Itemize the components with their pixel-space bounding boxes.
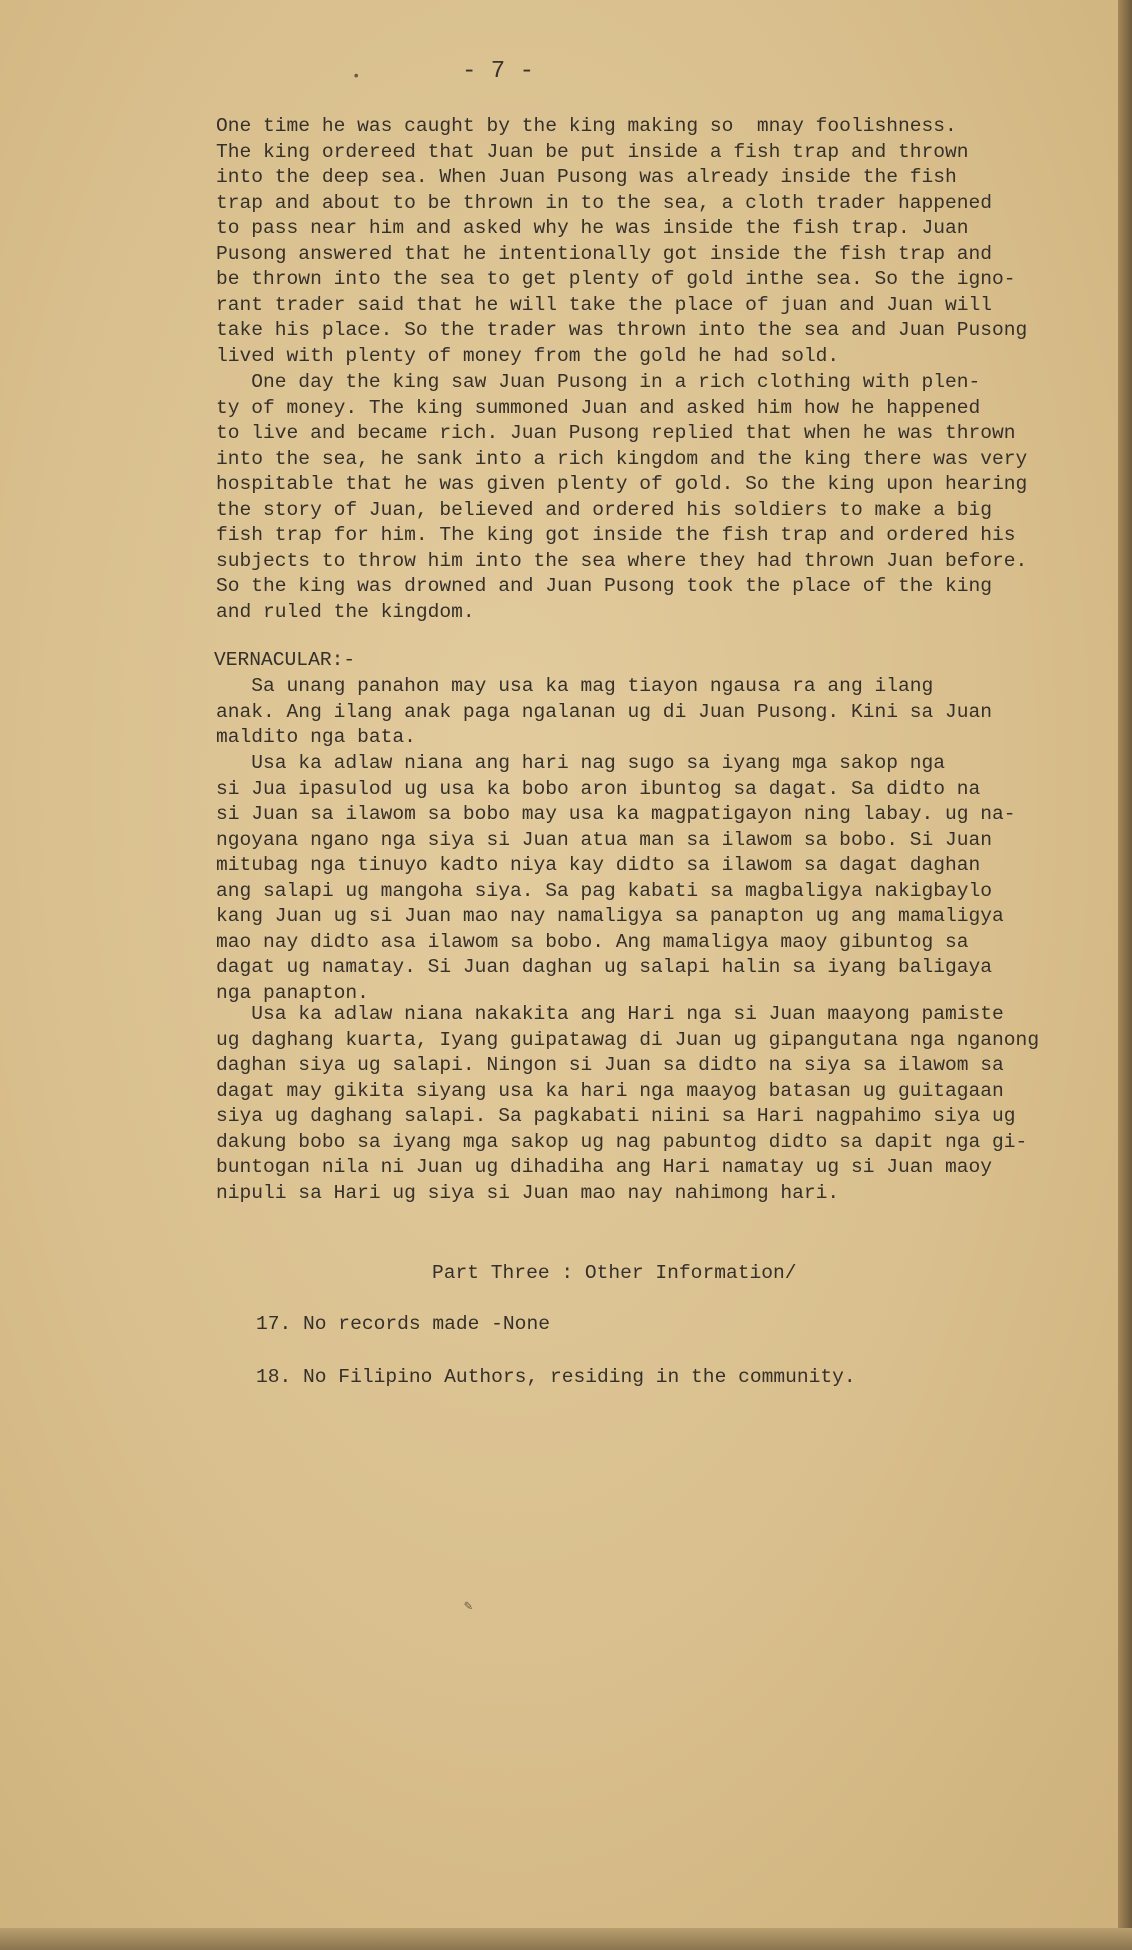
page-number: - 7 - (462, 58, 535, 85)
text-line: si Jua ipasulod ug usa ka bobo aron ibuntog sa dagat. Sa didto na (216, 777, 981, 800)
text-line: dagat ug namatay. Si Juan daghan ug salapi halin sa iyang baligaya (216, 956, 993, 978)
text-line: subjects to throw him into the sea where they had thrown Juan before. (216, 549, 1028, 572)
text-line: and ruled the kingdom. (216, 600, 475, 623)
text-line: ty of money. The king summoned Juan and asked him how he happened (216, 396, 981, 419)
text-line: Sa unang panahon may usa ka mag tiayon ngausa ra ang ilang (216, 675, 934, 697)
text-line: dakung bobo sa iyang mga sakop ug nag pabuntog didto sa dapit nga gi- (216, 1130, 1028, 1153)
text-line: lived with plenty of money from the gold he had sold. (216, 344, 840, 367)
text-line: kang Juan ug si Juan mao nay namaligya sa panapton ug ang mamaligya (216, 905, 1004, 927)
text-line: the story of Juan, believed and ordered his soldiers to make a big (216, 498, 993, 521)
vernacular-paragraph-2 (216, 751, 1016, 1006)
text-line: nga panapton. (216, 981, 369, 1004)
text-line: siya ug daghang salapi. Sa pagkabati niini sa Hari nagpahimo siya ug (216, 1105, 1016, 1127)
text-line: One time he was caught by the king making so mnay foolishness. (216, 115, 957, 137)
vernacular-heading: VERNACULAR:- (214, 649, 356, 671)
text-line: So the king was drowned and Juan Pusong took the place of the king (216, 575, 993, 597)
text-line: to live and became rich. Juan Pusong replied that when he was thrown (216, 422, 1016, 444)
text-line: The king ordereed that Juan be put inside a fish trap and thrown (216, 140, 969, 163)
text-line: ug daghang kuarta, Iyang guipatawag di Juan ug gipangutana nga nganong (216, 1028, 1040, 1051)
english-paragraph-1 (216, 114, 1027, 369)
text-line: daghan siya ug salapi. Ningon si Juan sa didto na siya sa ilawom sa (216, 1054, 1004, 1076)
vernacular-paragraph-1 (216, 674, 992, 751)
text-line: mao nay didto asa ilawom sa bobo. Ang mamaligya maoy gibuntog sa (216, 930, 969, 953)
text-line: Usa ka adlaw niana ang hari nag sugo sa iyang mga sakop nga (216, 752, 946, 774)
part-three-item-17: 17. No records made -None (256, 1313, 550, 1335)
page-bottom-edge (0, 1928, 1132, 1950)
part-three-title: Part Three : Other Information/ (432, 1262, 797, 1284)
text-line: ang salapi ug mangoha siya. Sa pag kabati sa magbaligya nakigbaylo (216, 879, 993, 902)
text-line: dagat may gikita siyang usa ka hari nga maayog batasan ug guitagaan (216, 1079, 1004, 1102)
text-line: buntogan nila ni Juan ug dihadiha ang Hari namatay ug si Juan maoy (216, 1156, 993, 1178)
text-line: Usa ka adlaw niana nakakita ang Hari nga si Juan maayong pamiste (216, 1003, 1004, 1025)
ink-speck: • (352, 69, 361, 85)
part-three-item-18: 18. No Filipino Authors, residing in the community. (256, 1366, 856, 1388)
vernacular-paragraph-3 (216, 1002, 1039, 1206)
text-line: trap and about to be thrown in to the sea, a cloth trader happened (216, 191, 993, 214)
text-line: anak. Ang ilang anak paga ngalanan ug di Juan Pusong. Kini sa Juan (216, 700, 993, 723)
text-line: maldito nga bata. (216, 726, 416, 748)
page-right-edge (1118, 0, 1132, 1950)
text-line: ngoyana ngano nga siya si Juan atua man sa ilawom sa bobo. Si Juan (216, 828, 993, 851)
text-line: si Juan sa ilawom sa bobo may usa ka magpatigayon ning labay. ug na- (216, 803, 1016, 825)
ink-speck: ✎ (464, 1599, 473, 1615)
text-line: into the deep sea. When Juan Pusong was already inside the fish (216, 166, 957, 188)
text-line: Pusong answered that he intentionally got inside the fish trap and (216, 242, 993, 265)
text-line: to pass near him and asked why he was inside the fish trap. Juan (216, 217, 969, 239)
text-line: fish trap for him. The king got inside the fish trap and ordered his (216, 524, 1016, 546)
text-line: be thrown into the sea to get plenty of gold inthe sea. So the igno- (216, 268, 1016, 290)
text-line: into the sea, he sank into a rich kingdom and the king there was very (216, 447, 1028, 470)
text-line: rant trader said that he will take the place of juan and Juan will (216, 293, 993, 316)
english-paragraph-2 (216, 370, 1027, 625)
text-line: nipuli sa Hari ug siya si Juan mao nay nahimong hari. (216, 1181, 840, 1204)
text-line: mitubag nga tinuyo kadto niya kay didto sa ilawom sa dagat daghan (216, 854, 981, 876)
text-line: hospitable that he was given plenty of gold. So the king upon hearing (216, 473, 1028, 495)
text-line: One day the king saw Juan Pusong in a rich clothing with plen- (216, 371, 981, 393)
text-line: take his place. So the trader was thrown into the sea and Juan Pusong (216, 319, 1028, 341)
